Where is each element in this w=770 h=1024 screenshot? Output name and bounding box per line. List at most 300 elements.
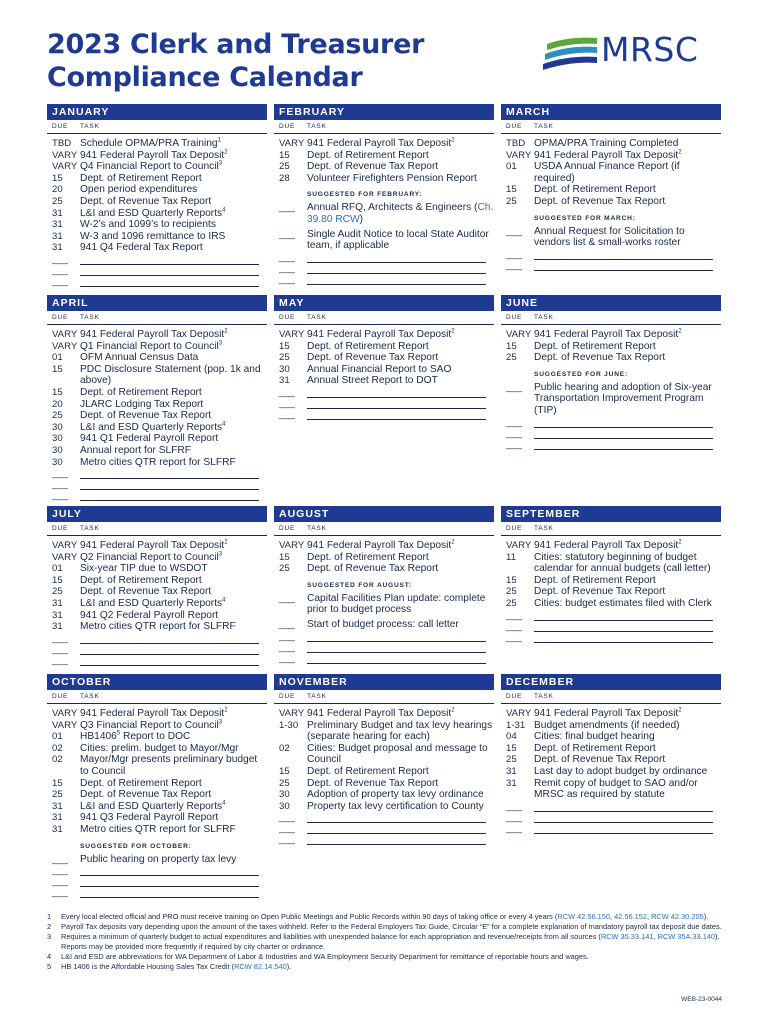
column-header: [274, 522, 494, 536]
task-label: Dept. of Revenue Tax Report: [307, 563, 439, 575]
task-text: [80, 184, 267, 196]
task-text: [534, 352, 721, 364]
task-label: Dept. of Retirement Report: [80, 386, 202, 398]
task-label: Remit copy of budget to SAO and/or MRSC as required by statute: [534, 777, 698, 801]
task-text: [80, 352, 267, 364]
task-label: Start of budget process: call letter: [307, 618, 459, 630]
footnote-ref: 4: [222, 800, 226, 807]
mrsc-logo-mark: [543, 34, 599, 70]
month-november: [274, 674, 494, 845]
task-row: [501, 743, 721, 755]
title-line-1: 2023 Clerk and Treasurer: [47, 29, 425, 60]
blank-entry-line: [274, 274, 494, 285]
task-row: [47, 445, 267, 457]
separator: ,: [653, 932, 658, 942]
task-label: Q2 Financial Report to Council: [80, 551, 219, 563]
due-date: 30: [52, 421, 63, 433]
blank-due: ___: [52, 865, 69, 877]
page-title: [47, 28, 424, 94]
due-date: 25: [52, 586, 63, 598]
footnote-ref: 2: [678, 539, 682, 546]
month-header: MARCH: [501, 104, 721, 120]
footnote-end: ). Reports may be provided more frequently if required by city charter or ordinance.: [61, 932, 720, 951]
blank-task-line: [307, 655, 486, 664]
footnote-ref: 2: [224, 707, 228, 714]
due-date: 31: [506, 765, 517, 777]
due-date: 02: [279, 742, 290, 754]
task-row: [274, 161, 494, 173]
task-row: [501, 196, 721, 208]
task-label: Annual RFQ, Architects & Engineers (: [307, 202, 478, 214]
task-label: L&I and ESD Quarterly Reports: [80, 421, 223, 433]
task-label: Dept. of Retirement Report: [80, 574, 202, 586]
task-label: Dept. of Retirement Report: [307, 340, 429, 352]
blank-due: ___: [279, 273, 296, 285]
task-text: [80, 575, 267, 587]
due-date: 01: [52, 563, 63, 575]
blank-due: ___: [52, 490, 69, 502]
task-text: [307, 341, 494, 353]
footnote-text: [61, 952, 727, 961]
task-text: [307, 789, 494, 801]
task-text: [534, 382, 721, 417]
task-row: [274, 778, 494, 790]
task-label: Annual Request for Solicitation to vendors list & small-works roster: [534, 225, 685, 249]
blank-due: ___: [506, 811, 523, 823]
footnote-ref: 2: [678, 707, 682, 714]
task-label: L&I and ESD Quarterly Reports: [80, 597, 223, 609]
blank-task-line: [80, 481, 259, 490]
footnote-ref: 4: [222, 597, 226, 604]
task-label: Dept. of Retirement Report: [307, 551, 429, 563]
task-text: [534, 196, 721, 208]
task-row: [47, 399, 267, 411]
column-due-label: DUE: [52, 525, 69, 532]
task-label: 941 Federal Payroll Tax Deposit: [80, 149, 225, 161]
due-date: 25: [279, 352, 290, 364]
footnote-text: [61, 932, 727, 950]
blank-task-line: [307, 276, 486, 285]
task-label: Last day to adopt budget by ordinance: [534, 765, 708, 777]
blank-task-line: [80, 256, 259, 265]
due-date: 30: [52, 444, 63, 456]
blank-due: ___: [506, 416, 523, 428]
blank-entry-line: [274, 823, 494, 834]
due-date: VARY: [52, 551, 78, 563]
due-date: 02: [52, 754, 63, 766]
rcw-link[interactable]: RCW 82.14.540: [234, 962, 287, 972]
task-label: L&I and ESD Quarterly Reports: [80, 800, 223, 812]
task-label-tail: Report to DOC: [120, 731, 191, 743]
due-date: 25: [506, 195, 517, 207]
task-row: [501, 766, 721, 778]
blank-task-line: [307, 265, 486, 274]
task-text: [307, 173, 494, 185]
due-date: 1-30: [279, 719, 299, 731]
due-date: 01: [52, 352, 63, 364]
task-label: W-3 and 1096 remittance to IRS: [80, 230, 226, 242]
blank-task-line: [534, 623, 713, 632]
task-text: [534, 138, 721, 150]
rcw-link[interactable]: RCW 42.30.205: [651, 912, 704, 921]
due-date: VARY: [506, 540, 532, 551]
column-task-label: TASK: [534, 314, 554, 321]
blank-entry-line: [47, 865, 267, 876]
footnote-ref: 2: [224, 539, 228, 546]
task-text: [80, 586, 267, 598]
task-text: [307, 161, 494, 173]
title-line-2: Compliance Calendar: [47, 62, 363, 93]
column-due-label: DUE: [506, 693, 523, 700]
due-date: VARY: [279, 708, 305, 719]
suggested-task-row: [501, 226, 721, 249]
task-text: [80, 231, 267, 243]
blank-entry-line: [501, 801, 721, 812]
footnotes: [47, 912, 727, 972]
rcw-link[interactable]: 42.56.152: [614, 912, 647, 921]
due-date: ___: [52, 853, 69, 865]
blank-task-line: [534, 634, 713, 643]
task-text: [534, 778, 721, 801]
task-label: Dept. of Revenue Tax Report: [80, 586, 212, 598]
footnote-ref: 2: [451, 328, 455, 335]
due-date: ___: [279, 618, 296, 630]
task-text: [307, 329, 494, 341]
task-row: [47, 184, 267, 196]
column-due-label: DUE: [52, 693, 69, 700]
due-date: VARY: [52, 719, 78, 731]
task-text: [80, 219, 267, 231]
task-label: 941 Federal Payroll Tax Deposit: [80, 329, 225, 340]
task-label: Q1 Financial Report to Council: [80, 340, 219, 352]
blank-due: ___: [279, 630, 296, 642]
due-date: 31: [52, 621, 63, 633]
blank-due: ___: [279, 812, 296, 824]
task-row: [47, 621, 267, 633]
task-row: [47, 812, 267, 824]
separator: ,: [646, 912, 652, 921]
due-date: VARY: [52, 340, 78, 352]
separator: ,: [609, 912, 615, 921]
task-row: [47, 150, 267, 162]
footnote: [47, 952, 727, 961]
due-date: 04: [506, 731, 517, 743]
month-february: [274, 104, 494, 285]
blank-due: ___: [52, 654, 69, 666]
footnote-end: ).: [286, 962, 292, 972]
blank-entry-line: [47, 276, 267, 287]
task-row: [47, 575, 267, 587]
footnote-ref: 2: [678, 328, 682, 335]
due-date: 25: [506, 352, 517, 364]
footnote-ref: 3: [218, 340, 223, 347]
blank-task-line: [534, 262, 713, 271]
task-text: [307, 540, 494, 552]
blank-due: ___: [52, 876, 69, 888]
task-text: [307, 150, 494, 162]
month-may: [274, 295, 494, 420]
column-due-label: DUE: [279, 525, 296, 532]
due-date: VARY: [279, 138, 305, 149]
task-label: Q3 Financial Report to Council: [80, 719, 219, 731]
task-text: [80, 196, 267, 208]
due-date: 15: [506, 742, 517, 754]
task-label: Six-year TIP due to WSDOT: [80, 563, 208, 575]
task-label: Dept. of Retirement Report: [534, 742, 656, 754]
task-label: L&I and ESD Quarterly Reports: [80, 207, 223, 219]
blank-due: ___: [279, 641, 296, 653]
suggested-task-row: [47, 854, 267, 866]
due-date: 30: [279, 363, 290, 375]
suggested-task-row: [274, 593, 494, 616]
due-date: 01: [506, 161, 517, 173]
month-header: JULY: [47, 506, 267, 522]
due-date: ___: [506, 225, 523, 237]
due-date: ___: [279, 592, 296, 604]
task-label: 941 Federal Payroll Tax Deposit: [80, 540, 225, 551]
blank-due: ___: [52, 468, 69, 480]
blank-due: ___: [52, 479, 69, 491]
column-header: [274, 120, 494, 134]
blank-entry-line: [501, 260, 721, 271]
month-header: SEPTEMBER: [501, 506, 721, 522]
column-header: [501, 311, 721, 325]
blank-task-line: [534, 814, 713, 823]
task-text: [80, 708, 267, 720]
task-label: Metro cities QTR report for SLFRF: [80, 621, 236, 633]
blank-task-line: [307, 644, 486, 653]
task-text: [307, 766, 494, 778]
task-label: Public hearing and adoption of Six-year Transportation Improvement Program (TIP): [534, 381, 712, 416]
column-header: [47, 120, 267, 134]
task-label: 941 Federal Payroll Tax Deposit: [307, 138, 452, 149]
task-label: Dept. of Revenue Tax Report: [80, 410, 212, 422]
task-label: 941 Federal Payroll Tax Deposit: [534, 708, 679, 719]
footnote-body: Every local elected official and PRO must receive training on Open Public Meetings and Public Records within 90 days of taking office or every 4 years (: [61, 912, 558, 921]
blank-task-line: [534, 430, 713, 439]
month-header: JUNE: [501, 295, 721, 311]
task-text: [307, 720, 494, 743]
due-date: 31: [52, 823, 63, 835]
task-row: [274, 801, 494, 813]
task-text: [80, 563, 267, 575]
footnote-body: HB 1406 is the Affordable Housing Sales Tax Credit (: [61, 962, 235, 972]
column-task-label: TASK: [80, 525, 100, 532]
task-text: [80, 801, 267, 813]
task-label: Property tax levy certification to County: [307, 800, 484, 812]
task-row: [47, 720, 267, 732]
suggested-task-row: [274, 619, 494, 631]
task-label: PDC Disclosure Statement (pop. 1k and above): [80, 363, 261, 387]
task-text: [80, 399, 267, 411]
task-text: [534, 226, 721, 249]
task-row: [501, 754, 721, 766]
task-label: HB1406: [80, 731, 117, 743]
task-label: JLARC Lodging Tax Report: [80, 398, 204, 410]
task-row: [47, 329, 267, 341]
due-date: 31: [52, 609, 63, 621]
task-text: [80, 150, 267, 162]
document-code: WEB-23-0044: [681, 996, 722, 1003]
due-date: TBD: [506, 138, 526, 149]
blank-entry-line: [501, 249, 721, 260]
task-row: [501, 598, 721, 610]
blank-task-line: [534, 825, 713, 834]
blank-entry-line: [274, 398, 494, 409]
footnote-body: Payroll Tax deposits vary depending upon the amount of the taxes withheld. Refer to the Federal Employers Tax Guide, Circular “E” for a complete explanation of mandatory payroll tax deposit due dates.: [61, 922, 722, 932]
blank-entry-line: [47, 633, 267, 644]
task-row: [501, 150, 721, 162]
footnote: [47, 962, 727, 971]
task-label: 941 Federal Payroll Tax Deposit: [307, 329, 452, 340]
task-text: [80, 138, 267, 150]
blank-task-line: [307, 254, 486, 263]
blank-task-line: [307, 400, 486, 409]
task-row: [47, 789, 267, 801]
due-date: 25: [52, 789, 63, 801]
task-text: [307, 364, 494, 376]
due-date: 15: [52, 777, 63, 789]
month-header: AUGUST: [274, 506, 494, 522]
due-date: VARY: [279, 329, 305, 340]
blank-task-line: [534, 803, 713, 812]
column-task-label: TASK: [80, 314, 100, 321]
month-october: [47, 674, 267, 898]
task-row: [274, 138, 494, 150]
month-april: [47, 295, 267, 501]
blank-due: ___: [52, 253, 69, 265]
month-header: NOVEMBER: [274, 674, 494, 690]
rcw-link[interactable]: RCW 35.33.141: [600, 932, 654, 942]
column-header: [47, 690, 267, 704]
column-due-label: DUE: [279, 123, 296, 130]
month-header: APRIL: [47, 295, 267, 311]
task-label: Dept. of Retirement Report: [534, 184, 656, 196]
task-label: Public hearing on property tax levy: [80, 853, 237, 865]
task-text: [80, 731, 267, 743]
task-label: 941 Q2 Federal Payroll Report: [80, 609, 219, 621]
due-date: 25: [52, 410, 63, 422]
task-row: [501, 575, 721, 587]
task-row: [501, 720, 721, 732]
blank-entry-line: [47, 265, 267, 276]
task-row: [47, 422, 267, 434]
rcw-link[interactable]: RCW 42.56.150: [557, 912, 610, 921]
task-row: [501, 552, 721, 575]
due-date: 28: [279, 172, 290, 184]
task-label: Cities: statutory beginning of budget calendar for annual budgets (call letter): [534, 551, 711, 575]
task-label: 941 Federal Payroll Tax Deposit: [534, 329, 679, 340]
task-label: Dept. of Revenue Tax Report: [307, 161, 439, 173]
task-text: [80, 161, 267, 173]
task-row: [274, 364, 494, 376]
task-text: [307, 202, 494, 225]
task-row: [274, 150, 494, 162]
task-row: [501, 138, 721, 150]
task-label: Cities: final budget hearing: [534, 731, 655, 743]
task-label: Dept. of Revenue Tax Report: [534, 754, 666, 766]
blank-due: ___: [52, 643, 69, 655]
due-date: 31: [279, 375, 290, 387]
task-row: [274, 789, 494, 801]
blank-task-line: [80, 646, 259, 655]
column-due-label: DUE: [506, 123, 523, 130]
due-date: 11: [506, 551, 516, 563]
task-text: [307, 708, 494, 720]
task-text: [80, 208, 267, 220]
month-header: FEBRUARY: [274, 104, 494, 120]
task-label: Budget amendments (if needed): [534, 719, 680, 731]
blank-task-line: [307, 389, 486, 398]
task-label: 941 Federal Payroll Tax Deposit: [534, 149, 679, 161]
task-row: [47, 540, 267, 552]
rcw-link[interactable]: RCW 35A.33.140: [657, 932, 716, 942]
due-date: ___: [279, 228, 296, 240]
blank-entry-line: [274, 263, 494, 274]
month-header: OCTOBER: [47, 674, 267, 690]
task-row: [274, 743, 494, 766]
due-date: 25: [279, 777, 290, 789]
task-text: [307, 801, 494, 813]
blank-entry-line: [274, 631, 494, 642]
footnote: [47, 932, 727, 950]
task-label: Preliminary Budget and tax levy hearings (separate hearing for each): [307, 719, 493, 743]
task-text: [80, 754, 267, 777]
task-row: [47, 586, 267, 598]
task-row: [501, 329, 721, 341]
month-september: [501, 506, 721, 643]
task-text: [80, 552, 267, 564]
rcw-link[interactable]: Ch. 39.80 RCW: [307, 202, 494, 225]
footnote-number: 2: [47, 922, 52, 932]
task-label: Cities: Budget proposal and message to Council: [307, 742, 488, 766]
task-label: Dept. of Retirement Report: [534, 574, 656, 586]
column-due-label: DUE: [52, 123, 69, 130]
task-text: [307, 375, 494, 387]
month-header: MAY: [274, 295, 494, 311]
column-task-label: TASK: [534, 693, 554, 700]
column-task-label: TASK: [80, 693, 100, 700]
task-text: [534, 341, 721, 353]
footnote-number: 1: [47, 912, 52, 921]
column-due-label: DUE: [279, 314, 296, 321]
task-text: [534, 184, 721, 196]
task-label: Schedule OPMA/PRA Training: [80, 138, 218, 149]
blank-task-line: [534, 612, 713, 621]
due-date: VARY: [279, 540, 305, 551]
task-row: [47, 801, 267, 813]
suggested-heading: SUGGESTED FOR FEBRUARY:: [307, 191, 423, 199]
task-row: [47, 352, 267, 364]
task-text: [534, 329, 721, 341]
task-row: [501, 341, 721, 353]
task-row: [274, 341, 494, 353]
task-row: [274, 708, 494, 720]
blank-due: ___: [279, 262, 296, 274]
blank-task-line: [534, 419, 713, 428]
task-text: [534, 552, 721, 575]
footnote-ref: 1: [217, 137, 221, 144]
task-label: Dept. of Revenue Tax Report: [534, 352, 666, 364]
blank-task-line: [307, 633, 486, 642]
task-label: Adoption of property tax levy ordinance: [307, 789, 484, 801]
due-date: 31: [52, 800, 63, 812]
task-row: [47, 341, 267, 353]
due-date: 31: [52, 812, 63, 824]
month-january: [47, 104, 267, 287]
due-date: 31: [506, 777, 517, 789]
task-label: 941 Federal Payroll Tax Deposit: [307, 540, 452, 551]
